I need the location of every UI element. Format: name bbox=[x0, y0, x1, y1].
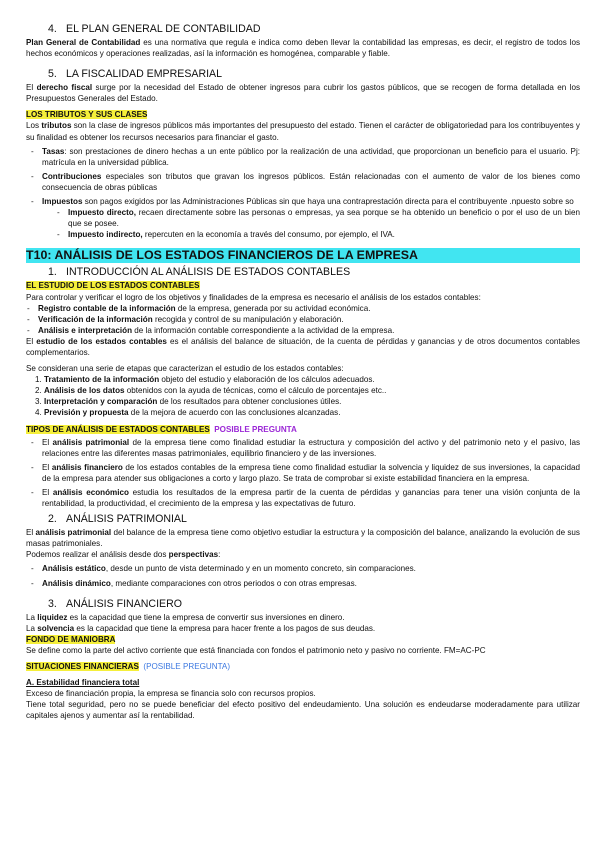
text: obtenidos con la ayuda de técnicas, como el cálculo de porcentajes etc.. bbox=[124, 386, 387, 396]
term: tributos bbox=[41, 121, 72, 131]
highlighted-title: EL ESTUDIO DE LOS ESTADOS CONTABLES bbox=[26, 281, 200, 291]
term: derecho fiscal bbox=[36, 83, 93, 93]
term: Impuestos bbox=[42, 197, 83, 207]
question-tag: POSIBLE PREGUNTA bbox=[214, 424, 297, 434]
section-heading bbox=[48, 597, 580, 611]
text: es la capacidad que tiene la empresa para hacer frente a los pagos de sus deudas. bbox=[74, 623, 376, 633]
subsection-title bbox=[26, 677, 580, 688]
impuestos-sublist bbox=[26, 207, 580, 240]
list-item bbox=[44, 396, 580, 407]
term: análisis patrimonial bbox=[52, 437, 130, 447]
list-item bbox=[68, 229, 580, 240]
highlighted-title: LOS TRIBUTOS Y SUS CLASES bbox=[26, 110, 148, 120]
section-heading bbox=[48, 67, 580, 81]
term: Registro contable de la información bbox=[38, 303, 176, 313]
text: El bbox=[42, 437, 53, 447]
text: son la clase de ingresos públicos más importantes del presupuesto del estado. Tienen el carácter de obligatoriedad para los contribuyentes y su finalidad es obtener los recursos necesarios para financiar el gasto. bbox=[26, 121, 580, 142]
text: La bbox=[26, 612, 38, 622]
term: liquidez bbox=[37, 612, 68, 622]
term: Análisis e interpretación bbox=[38, 325, 133, 335]
term: Verificación de la información bbox=[38, 314, 153, 324]
underlined-title: A. Estabilidad financiera total bbox=[26, 678, 140, 688]
text: son pagos exigidos por las Administraciones Públicas sin que haya una contraprestación directa para el contribuyente .npuesto sobre so bbox=[82, 197, 574, 207]
term: Tasas bbox=[42, 146, 65, 156]
text: La bbox=[26, 623, 38, 633]
section-heading bbox=[48, 22, 580, 36]
text: es una normativa que regula e indica como deben llevar la contabilidad las empresas, es decir, el registro de todos los hechos económicos y operaciones realizadas, así la información es homogénea, comparable y fiable. bbox=[26, 38, 580, 59]
document-page bbox=[26, 22, 580, 722]
chapter-title: T10: ANÁLISIS DE LOS ESTADOS FINANCIEROS DE LA EMPRESA bbox=[26, 248, 580, 263]
term: Impuesto indirecto, bbox=[68, 230, 143, 240]
text: , desde un punto de vista determinado y en un momento concreto, sin comparaciones. bbox=[105, 564, 416, 574]
paragraph bbox=[26, 120, 580, 142]
list-item bbox=[38, 303, 580, 314]
list-item bbox=[42, 563, 580, 574]
term: estudio de los estados contables bbox=[36, 336, 167, 346]
text: recogida y control de su manipulación y elaboración. bbox=[152, 314, 344, 324]
highlighted-title: FONDO DE MANIOBRA bbox=[26, 634, 116, 644]
paragraph: Se define como la parte del activo corriente que está financiada con fondos el patrimonio neto y pasivo no corriente. FM=AC-PC bbox=[26, 645, 486, 655]
heading-number: 3. bbox=[48, 597, 57, 610]
paragraph: Para controlar y verificar el logro de los objetivos y finalidades de la empresa es necesario el análisis de los estados contables: bbox=[26, 292, 481, 302]
text: de la mejora de acuerdo con las conclusiones alcanzadas. bbox=[128, 408, 341, 418]
question-tag: (POSIBLE PREGUNTA) bbox=[143, 662, 231, 672]
highlighted-title: SITUACIONES FINANCIERAS bbox=[26, 662, 139, 672]
term: Interpretación y comparación bbox=[44, 397, 158, 407]
heading-number: 5. bbox=[48, 68, 57, 81]
term: análisis económico bbox=[52, 488, 129, 497]
subsection-title bbox=[26, 634, 580, 645]
heading-number: 4. bbox=[48, 23, 57, 35]
text: repercuten en la economía a través del consumo, por ejemplo, el IVA. bbox=[142, 230, 395, 240]
text: de los estados contables de la empresa tiene como finalidad estudiar la solvencia y liquidez de sus inversiones, la capacidad de la empresa para atender sus obligaciones a corto y largo plazo. Se trata de comprobar si existe estabilidad financiera en la empresa. bbox=[42, 462, 581, 483]
text: es la capacidad que tiene la empresa de convertir sus inversiones en dinero. bbox=[67, 612, 345, 622]
etapas-list bbox=[26, 374, 580, 418]
text: El bbox=[26, 83, 37, 93]
list-item bbox=[44, 374, 580, 385]
text: de la empresa, generada por su actividad económica. bbox=[175, 303, 371, 313]
list-item bbox=[44, 407, 580, 418]
list-item bbox=[44, 385, 580, 396]
list-item bbox=[42, 146, 580, 168]
term: Análisis estático bbox=[42, 564, 106, 574]
text: es el análisis del balance de situación, de la cuenta de pérdidas y ganancias y de otros documentos contables complementarios. bbox=[26, 336, 580, 357]
paragraph bbox=[26, 37, 580, 59]
heading-text: EL PLAN GENERAL DE CONTABILIDAD bbox=[66, 23, 261, 35]
heading-text: LA FISCALIDAD EMPRESARIAL bbox=[66, 68, 223, 81]
text: El bbox=[42, 462, 52, 472]
term: Contribuciones bbox=[42, 171, 102, 181]
term: Plan General de Contabilidad bbox=[26, 38, 141, 47]
text: de la empresa tiene como finalidad estudiar la estructura y composición del activo y del patrimonio neto y el pasivo, las relaciones entre las diferentes masas patrimoniales, equilibrio financiero y de las inversiones. bbox=[42, 437, 580, 458]
term: Análisis dinámico bbox=[42, 578, 111, 588]
list-item bbox=[42, 578, 580, 589]
text: El bbox=[26, 336, 37, 346]
paragraph bbox=[26, 549, 580, 560]
term: análisis financiero bbox=[51, 462, 123, 472]
paragraph bbox=[26, 612, 580, 623]
heading-text: ANÁLISIS FINANCIERO bbox=[66, 597, 182, 610]
subsection-title bbox=[26, 280, 580, 291]
paragraph: Tiene total seguridad, pero no se puede beneficiar del efecto positivo del endeudamiento. Una solución es endeudarse moderadamente para utilizar capitales ajenos y aumentar así la rentabilidad. bbox=[26, 700, 580, 721]
paragraph bbox=[26, 623, 580, 634]
text: de los resultados para obtener conclusiones útiles. bbox=[157, 397, 342, 407]
heading-text: INTRODUCCIÓN AL ANÁLISIS DE ESTADOS CONTABLES bbox=[66, 266, 351, 279]
tipos-list bbox=[26, 437, 580, 510]
highlighted-title: TIPOS DE ANÁLISIS DE ESTADOS CONTABLES bbox=[26, 424, 210, 434]
paragraph bbox=[26, 336, 580, 358]
text: recaen directamente sobre las personas o empresas, ya sea porque se ha obtenido un beneficio o por el uso de un bien que se posee. bbox=[68, 208, 580, 229]
list-item bbox=[42, 487, 580, 509]
text: El bbox=[42, 488, 53, 497]
tributos-list bbox=[26, 146, 580, 207]
paragraph: Se consideran una serie de etapas que caracterizan el estudio de los estados contables: bbox=[26, 364, 344, 374]
text: Podemos realizar el análisis desde dos bbox=[26, 550, 169, 560]
paragraph bbox=[26, 527, 580, 549]
list-item bbox=[42, 437, 580, 459]
text: : son prestaciones de dinero hechas a un ente público por la realización de una actividad, que proporcionan un beneficio para el usuario. Pj: matrícula en la universidad pública. bbox=[42, 146, 580, 167]
subsection-title bbox=[26, 661, 580, 672]
list-item bbox=[68, 207, 580, 229]
text: surge por la necesidad del Estado de obtener ingresos para cubrir los gastos públicos, que se recogen de forma detallada en los Presupuestos Generales del Estado. bbox=[26, 83, 580, 104]
term: Tratamiento de la información bbox=[44, 375, 160, 385]
text: , mediante comparaciones con otros periodos o con otras empresas. bbox=[110, 578, 357, 588]
term: solvencia bbox=[37, 623, 75, 633]
term: análisis patrimonial bbox=[35, 528, 112, 538]
heading-number: 2. bbox=[48, 513, 57, 526]
section-heading bbox=[48, 512, 580, 526]
heading-text: ANÁLISIS PATRIMONIAL bbox=[66, 513, 187, 526]
term: Análisis de los datos bbox=[44, 386, 125, 396]
text: objeto del estudio y elaboración de los cálculos adecuados. bbox=[159, 375, 375, 385]
text: de la información contable correspondiente a la actividad de la empresa. bbox=[132, 325, 395, 335]
section-heading bbox=[48, 265, 580, 279]
text: : bbox=[218, 550, 221, 560]
term: perspectivas bbox=[168, 550, 219, 560]
list-item bbox=[42, 171, 580, 193]
list-item bbox=[42, 196, 580, 207]
heading-number: 1. bbox=[48, 266, 57, 279]
perspectivas-list bbox=[26, 563, 580, 588]
subsection-title bbox=[26, 109, 580, 120]
text: del balance de la empresa tiene como objetivo estudiar la estructura y la composición del balance, analizando la evolución de sus masas patrimoniales. bbox=[26, 528, 580, 549]
subsection-title bbox=[26, 424, 580, 435]
text: estudia los resultados de la empresa partir de la cuenta de pérdidas y ganancias para tener una visión conjunta de la rentabilidad, la productividad, el crecimiento de la empresa y las expectativas de futuro. bbox=[42, 488, 581, 509]
list-item bbox=[38, 325, 580, 336]
text: Los bbox=[26, 121, 42, 131]
list-item bbox=[38, 314, 580, 325]
term: Previsión y propuesta bbox=[44, 408, 129, 418]
paragraph: Exceso de financiación propia, la empresa se financia solo con recursos propios. bbox=[26, 689, 316, 699]
controls-list bbox=[26, 303, 580, 336]
text: El bbox=[26, 528, 36, 538]
paragraph bbox=[26, 82, 580, 104]
list-item bbox=[42, 462, 580, 484]
term: Impuesto directo, bbox=[68, 208, 136, 218]
text: especiales son tributos que gravan los ingresos públicos. Están relacionadas con el aumento de valor de los bienes como consecuencia de obras públicas bbox=[42, 171, 580, 192]
